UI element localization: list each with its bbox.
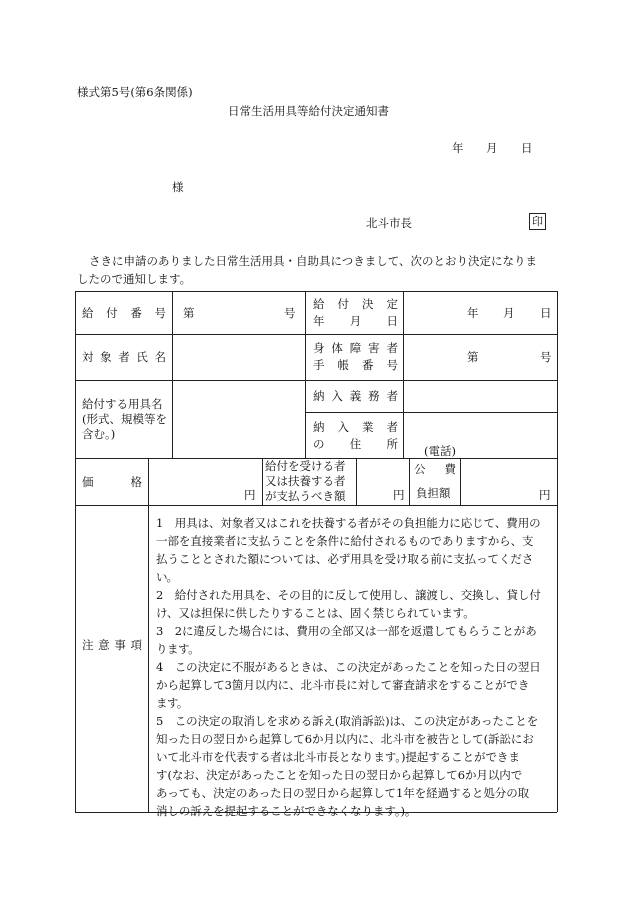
note-line: 消しの訴えを提起することができなくなります。)。 — [156, 804, 417, 818]
person-name-label: 対 象 者 氏 名 — [82, 350, 166, 364]
grant-number-label: 給 付 番 号 — [82, 306, 166, 320]
date-month: 月 — [486, 141, 498, 155]
note-line: 2 給付された用具を、その目的に反して使用し、譲渡し、交換し、貸し付 — [156, 588, 541, 602]
copay-label-3: が支払うべき額 — [265, 489, 346, 503]
intro-line-2: したので通知します。 — [77, 272, 192, 286]
note-line: ます。 — [156, 696, 188, 710]
note-line: 知った日の翌日から起算して6か月以内に、北斗市を被告として(訴訟にお — [156, 732, 534, 746]
decision-day: 日 — [540, 306, 552, 320]
public-label-2: 負担額 — [416, 486, 451, 500]
handbook-suffix: 号 — [540, 350, 552, 364]
handbook-prefix: 第 — [467, 350, 479, 364]
issuer-name: 北斗市長 — [366, 216, 412, 230]
copay-yen: 円 — [393, 488, 405, 502]
note-line: 払うこととされた額については、必ず用具を受け取る前に支払ってくださ — [156, 552, 534, 566]
note-line: 5 この決定の取消しを求める訴え(取消訴訟)は、この決定があったことを — [156, 714, 539, 728]
price-label: 価 格 — [82, 475, 142, 489]
decision-year: 年 — [467, 306, 479, 320]
note-line: 1 用具は、対象者又はこれを扶養する者がその負担能力に応じて、費用の — [156, 516, 541, 530]
note-line: 4 この決定に不服があるときは、この決定があったことを知った日の翌日 — [156, 660, 541, 674]
handbook-label-2: 手 帳 番 号 — [313, 358, 398, 372]
vendor-label-2: の 住 所 — [313, 437, 398, 451]
copay-label-2: 又は扶養する者 — [265, 474, 346, 488]
note-line: 3 2に違反した場合には、費用の全部又は一部を返還してもらうことがあ — [156, 624, 537, 638]
item-label-2: (形式、規模等を — [82, 412, 167, 426]
intro-line-1: さきに申請のありました日常生活用具・自助具につきまして、次のとおり決定になりま — [89, 254, 538, 268]
date-year: 年 — [452, 141, 464, 155]
note-line: す(なお、決定があったことを知った日の翌日から起算して6か月以内で — [156, 768, 523, 782]
grant-number-prefix: 第 — [183, 306, 195, 320]
item-label-1: 給付する用具名 — [82, 397, 163, 411]
grant-number-suffix: 号 — [284, 306, 296, 320]
price-yen: 円 — [244, 488, 256, 502]
note-line: ります。 — [156, 642, 200, 656]
obligor-label: 納 入 義 務 者 — [313, 389, 398, 403]
seal-mark: 印 — [529, 213, 546, 230]
document-title: 日常生活用具等給付決定通知書 — [228, 104, 389, 118]
item-label-3: 含む。) — [82, 427, 116, 441]
public-yen: 円 — [539, 488, 551, 502]
date-day: 日 — [521, 141, 533, 155]
addressee-suffix: 様 — [172, 180, 184, 194]
handbook-label-1: 身 体 障 害 者 — [313, 341, 398, 355]
public-label-1: 公 費 — [414, 462, 456, 476]
note-line: いて北斗市を代表する者は北斗市長となります。)提起することができま — [156, 750, 520, 764]
decision-month: 月 — [503, 306, 515, 320]
notes-text — [156, 514, 558, 820]
decision-date-label-2: 年 月 日 — [313, 314, 398, 328]
copay-label-1: 給付を受ける者 — [265, 459, 346, 473]
note-line: け、又は担保に供したりすることは、固く禁じられています。 — [156, 606, 475, 620]
phone-label: (電話) — [424, 444, 456, 458]
note-line: 一部を直接業者に支払うことを条件に給付されるものでありますから、支 — [156, 534, 534, 548]
form-number: 様式第5号(第6条関係) — [77, 85, 193, 99]
note-line: あっても、決定のあった日の翌日から起算して1年を経過すると処分の取 — [156, 786, 530, 800]
note-line: から起算して3箇月以内に、北斗市長に対して審査請求をすることができ — [156, 678, 530, 692]
decision-date-label-1: 給 付 決 定 — [313, 297, 398, 311]
note-line: い。 — [156, 570, 177, 584]
vendor-label-1: 納 入 業 者 — [313, 420, 398, 434]
notes-label: 注 意 事 項 — [82, 638, 142, 652]
